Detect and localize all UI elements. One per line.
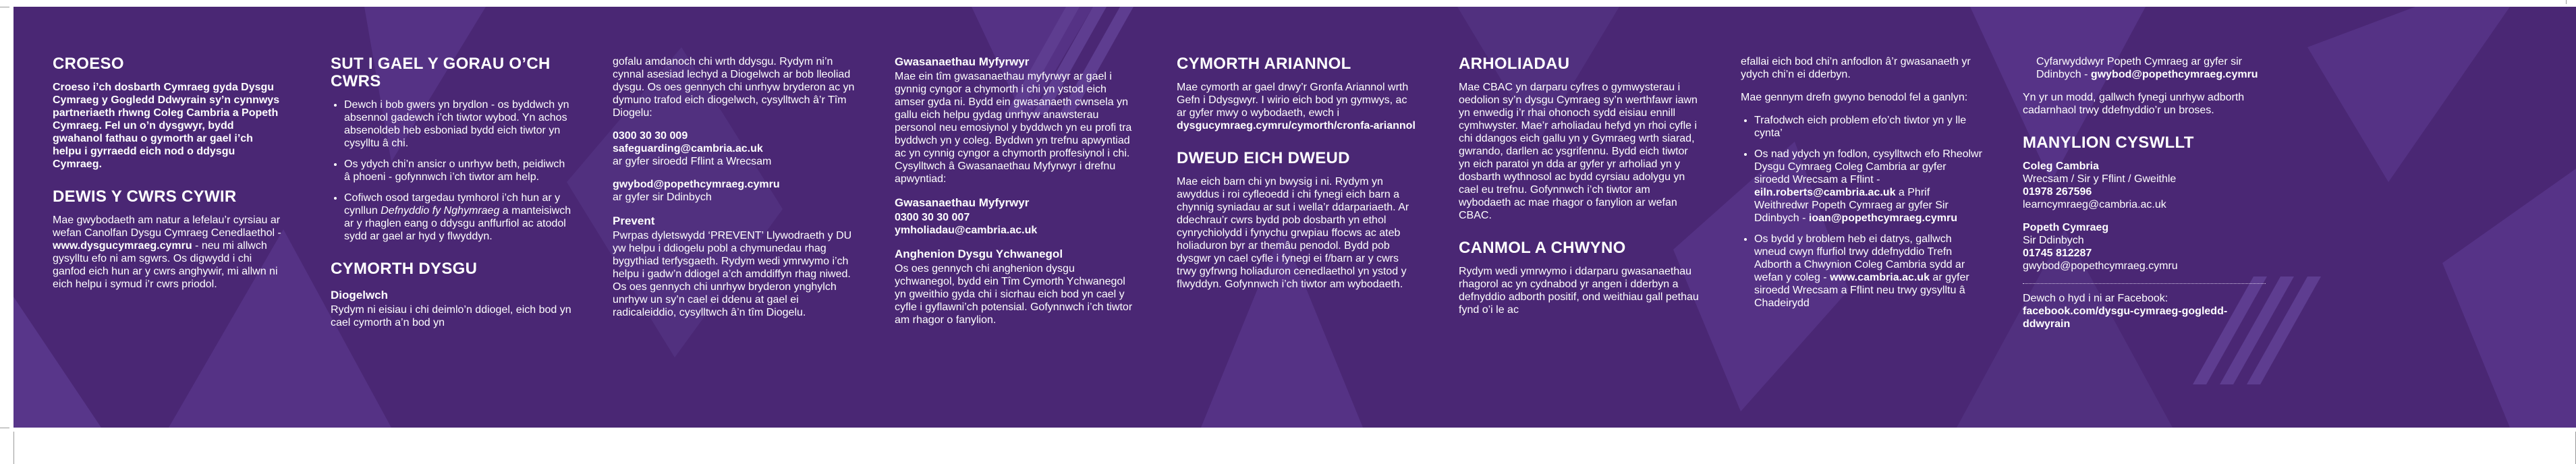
heading-canmol-chwyno: CANMOL A CHWYNO bbox=[1459, 239, 1626, 257]
prevent-text: Pwrpas dyletswydd ‘PREVENT’ Llywodraeth y DU yw helpu i ddiogelu pobl a chymunedau rhag bygythiad terfysgaeth. Rydym wedi ymrwymo i’ch helpu i gadw’n ddiogel a’ch amddiffyn rhag niwed. Os oes gennych chi unrhyw bryderon ynghylch unrhyw un sy’n cael ei ddenu at gael ei radicaleiddio, cysylltwch â’n tîm Diogelu. bbox=[613, 230, 852, 318]
divider bbox=[2023, 283, 2266, 284]
heading-arholiadau: ARHOLIADAU bbox=[1459, 55, 1570, 73]
column-exams bbox=[1459, 55, 1702, 326]
contact-coleg-cambria: Coleg Cambria Wrecsam / Sir y Fflint / Gweithle 01978 267596 learncymraeg@cambria.ac.uk bbox=[2023, 160, 2266, 211]
subheading-diogelwch: Diogelwch bbox=[331, 289, 389, 301]
popeth-contact: gwybod@popethcymraeg.cymru ar gyfer sir Ddinbych bbox=[613, 178, 856, 204]
leaflet-panel bbox=[13, 7, 2576, 428]
heading-manylion-cyswllt: MANYLION CYSWLLT bbox=[2023, 134, 2194, 152]
safeguarding-phone: 0300 30 30 009 bbox=[613, 130, 688, 142]
dysgucymraeg-link[interactable]: www.dysgucymraeg.cymru bbox=[53, 240, 192, 252]
subheading-prevent: Prevent bbox=[613, 214, 655, 227]
column-safeguarding bbox=[613, 55, 856, 329]
tips-list bbox=[331, 98, 573, 243]
facebook-link[interactable]: facebook.com/dysgu-cymraeg-gogledd-ddwyrain bbox=[2023, 306, 2228, 330]
subheading-aln: Anghenion Dysgu Ychwanegol bbox=[895, 248, 1063, 260]
safeguarding-contact: 0300 30 30 009 safeguarding@cambria.ac.uk ar gyfer siroedd Fflint a Wrecsam bbox=[613, 129, 856, 168]
safeguarding-email[interactable]: safeguarding@cambria.ac.uk bbox=[613, 143, 763, 154]
column-contact bbox=[2023, 55, 2266, 341]
crop-mark bbox=[2566, 0, 2567, 4]
complaints-text-cont: efallai eich bod chi’n anfodlon â’r gwasanaeth yr ydych chi’n ei dderbyn. bbox=[1741, 56, 1971, 80]
safety-text-cont: gofalu amdanoch chi wrth ddysgu. Rydym ni’n cynnal asesiad lechyd a Diogelwch ar bob lleoliad dysgu. Os oes gennych chi unrhyw bryderon ac yn dymuno trafod eich diogelwch, cysylltwch â’r Tîm Diogelu: bbox=[613, 56, 855, 119]
cronfa-link[interactable]: dysgucymraeg.cymru/cymorth/cronfa-ariannol bbox=[1177, 120, 1416, 132]
safety-text: Rydym ni eisiau i chi deimlo’n ddiogel, eich bod yn cael cymorth a’n bod yn bbox=[331, 304, 571, 328]
complaints-procedure-intro: Mae gennym drefn gwyno benodol fel a ganlyn: bbox=[1741, 92, 1968, 103]
popeth-email[interactable]: gwybod@popethcymraeg.cymru bbox=[613, 179, 780, 190]
column-financial-support bbox=[1177, 55, 1420, 301]
column-welcome bbox=[53, 55, 282, 301]
aln-text: Os oes gennych chi anghenion dysgu ychwanegol, bydd ein Tîm Cymorth Ychwanegol yn gweithio gyda chi i sicrhau eich bod yn cael y cyfle i gyflawni’ch potensial. Gofynnwch i’ch tiwtor am rhagor o fanylion. bbox=[895, 263, 1133, 326]
financial-text: Mae cymorth ar gael drwy’r Gronfa Ariannol wrth Gefn i Ddysgwyr. I wirio eich bod yn gymwys, ac ar gyfer mwy o wybodaeth, ewch i dysgucymraeg.cymru/cymorth/cronfa-ariannol bbox=[1177, 81, 1420, 132]
list-item: • Os ydych chi’n ansicr o unrhyw beth, peidiwch â phoeni - gofynnwch i’ch tiwtor am help. bbox=[344, 158, 573, 183]
list-item: • Os nad ydych yn fodlon, cysylltwch efo Rheolwr Dysgu Cymraeg Coleg Cambria ar gyfer siroedd Wrecsam a Fflint - eiln.roberts@cambria.ac.uk a Phrif Weithredwr Popeth Cymraeg ar gyfer Sir Ddinbych - ioan@popethcymraeg.cymru bbox=[1754, 148, 1984, 225]
subheading-student-services: Gwasanaethau Myfyrwyr bbox=[895, 55, 1030, 68]
cambria-phone: 01978 267596 bbox=[2023, 186, 2092, 198]
cambria-website-link[interactable]: www.cambria.ac.uk bbox=[1830, 272, 1930, 283]
student-services-phone: 0300 30 30 007 bbox=[895, 212, 970, 223]
column-student-services bbox=[895, 55, 1138, 337]
facebook-info: Dewch o hyd i ni ar Facebook: facebook.com/dysgu-cymraeg-gogledd-ddwyrain bbox=[2023, 292, 2266, 330]
popeth-contact-email[interactable]: gwybod@popethcymraeg.cymru bbox=[2023, 260, 2178, 272]
positive-feedback-text: Yn yr un modd, gallwch fynegi unrhyw adborth cadarnhaol trwy ddefnyddio’r un broses. bbox=[2023, 92, 2245, 116]
complaints-text: Rydym wedi ymrwymo i ddarparu gwasanaethau rhagorol ac yn cydnabod yr angen i dderbyn a defnyddio adborth positif, ond weithiau gall pethau fynd o’i le ac bbox=[1459, 266, 1699, 316]
crop-mark bbox=[13, 432, 14, 464]
student-services-contact bbox=[895, 211, 1138, 237]
column-complaints bbox=[1741, 55, 1984, 318]
cambria-email[interactable]: learncymraeg@cambria.ac.uk bbox=[2023, 199, 2166, 210]
chair-contact-text: Cyfarwyddwyr Popeth Cymraeg ar gyfer sir Ddinbych - gwybod@popethcymraeg.cymru bbox=[2036, 56, 2258, 80]
student-services-text: Mae ein tîm gwasanaethau myfyrwyr ar gael i gynnig cyngor a chymorth i chi yn ystod eich amser gyda ni. Bydd ein gwasanaeth cwnsela yn gallu eich helpu gydag unrhyw anawsterau personol neu emosiynol y byddwch yn eu profi tra byddwch yn y coleg. Byddwn yn trefnu apwyntiad ac yn cynnig cyngor a chymorth proffesiynol i chi. Cysylltwch â Gwasanaethau Myfyrwyr i drefnu apwyntiad: bbox=[895, 71, 1132, 185]
popeth-phone: 01745 812287 bbox=[2023, 248, 2092, 259]
subheading-student-services-contact: Gwasanaethau Myfyrwyr bbox=[895, 196, 1030, 209]
column-get-the-most bbox=[331, 55, 573, 339]
popeth-gwybod-email[interactable]: gwybod@popethcymraeg.cymru bbox=[2090, 69, 2258, 80]
heading-dewis-cwrs: DEWIS Y CWRS CYWIR bbox=[53, 187, 237, 206]
intro-text: Croeso i’ch dosbarth Cymraeg gyda Dysgu Cymraeg y Gogledd Ddwyrain sy’n cynnwys partneriaeth rhwng Coleg Cambria a Popeth Cymraeg. Fel un o’n dysgwyr, bydd gwahanol fathau o gymorth ar gael i’ch helpu i gyrraedd eich nod o ddysgu Cymraeg. bbox=[53, 82, 280, 170]
heading-cymorth-dysgu: CYMORTH DYSGU bbox=[331, 260, 478, 278]
manager-email[interactable]: eiln.roberts@cambria.ac.uk bbox=[1754, 187, 1896, 198]
ceo-email[interactable]: ioan@popethcymraeg.cymru bbox=[1808, 212, 1958, 224]
complaints-steps-list bbox=[1741, 114, 1984, 310]
list-item: • Dewch i bob gwers yn brydlon - os byddwch yn absennol gadewch i’ch tiwtor wybod. Yn achos absenoldeb heb esboniad bydd eich tiwtor yn cysylltu â chi. bbox=[344, 98, 573, 150]
heading-sut-i-gael: SUT I GAEL Y GORAU O’CH CWRS bbox=[331, 55, 551, 90]
heading-cymorth-ariannol: CYMORTH ARIANNOL bbox=[1177, 55, 1351, 73]
list-item: • Cofiwch osod targedau tymhorol i’ch hun ar y cynllun Defnyddio fy Nghymraeg a manteisiwch ar y rhaglen eang o ddysgu anffurfiol ac atodol sydd ar gael ar hyd y flwyddyn. bbox=[344, 192, 573, 243]
list-item: • Trafodwch eich problem efo’ch tiwtor yn y lle cynta’ bbox=[1754, 114, 1984, 140]
heading-croeso: CROESO bbox=[53, 55, 124, 73]
student-services-email[interactable]: ymholiadau@cambria.ac.uk bbox=[895, 225, 1038, 236]
feedback-text: Mae eich barn chi yn bwysig i ni. Rydym yn awyddus i roi cyfleoedd i chi fynegi eich barn a chynnig syniadau ar sut i wella’r ddarpariaeth. Ar ddechrau’r cwrs bydd pob dosbarth yn ethol cynrychiolydd i fynychu grwpiau ffocws ac ateb holiaduron byr ar themâu penodol. Bydd pob dysgwr yn cael cyfle i fynegi ei f/barn ar y cwrs trwy gyfrwng holiaduron cenedlaethol yn ystod y flwyddyn. Gofynnwch i’ch tiwtor am wybodaeth. bbox=[1177, 176, 1409, 290]
exams-text: Mae CBAC yn darparu cyfres o gymwysterau i oedolion sy’n dysgu Cymraeg sy’n werthfawr iawn yn enwedig i’r rhai ohonoch sydd eisiau ennill cymhwyster. Mae’r arholiadau hefyd yn rhoi cyfle i chi ddangos eich gallu yn y Gymraeg wrth siarad, gwrando, darllen ac ysgrifennu. Bydd eich tiwtor yn eich paratoi yn dda ar gyfer yr arholiad yn y dosbarth wythnosol ac bydd cyrsiau adolygu yn cael eu trefnu. Gofynnwch i’ch tiwtor am wybodaeth ac mae rhagor o fanylion ar wefan CBAC. bbox=[1459, 82, 1698, 221]
heading-dweud-eich-dweud: DWEUD EICH DWEUD bbox=[1177, 149, 1350, 167]
list-item: • Os bydd y broblem heb ei datrys, gallwch wneud cwyn ffurfiol trwy ddefnyddio Trefn Adborth a Chwynion Coleg Cambria sydd ar wefan y coleg - www.cambria.ac.uk ar gyfer siroedd Wrecsam a Fflint neu trwy gysylltu â Chadeirydd bbox=[1754, 233, 1984, 310]
course-choice-text: Mae gwybodaeth am natur a lefelau’r cyrsiau ar wefan Canolfan Dysgu Cymraeg Cenedlaethol - www.dysgucymraeg.cymru - neu mi allwch gysylltu efo ni am sgwrs. Os digwydd i chi ganfod eich hun ar y cwrs anghywir, mi allwn ni eich helpu i symud i’r cwrs priodol. bbox=[53, 214, 281, 290]
contact-popeth-cymraeg: Popeth Cymraeg Sir Ddinbych 01745 812287 gwybod@popethcymraeg.cymru bbox=[2023, 221, 2266, 272]
